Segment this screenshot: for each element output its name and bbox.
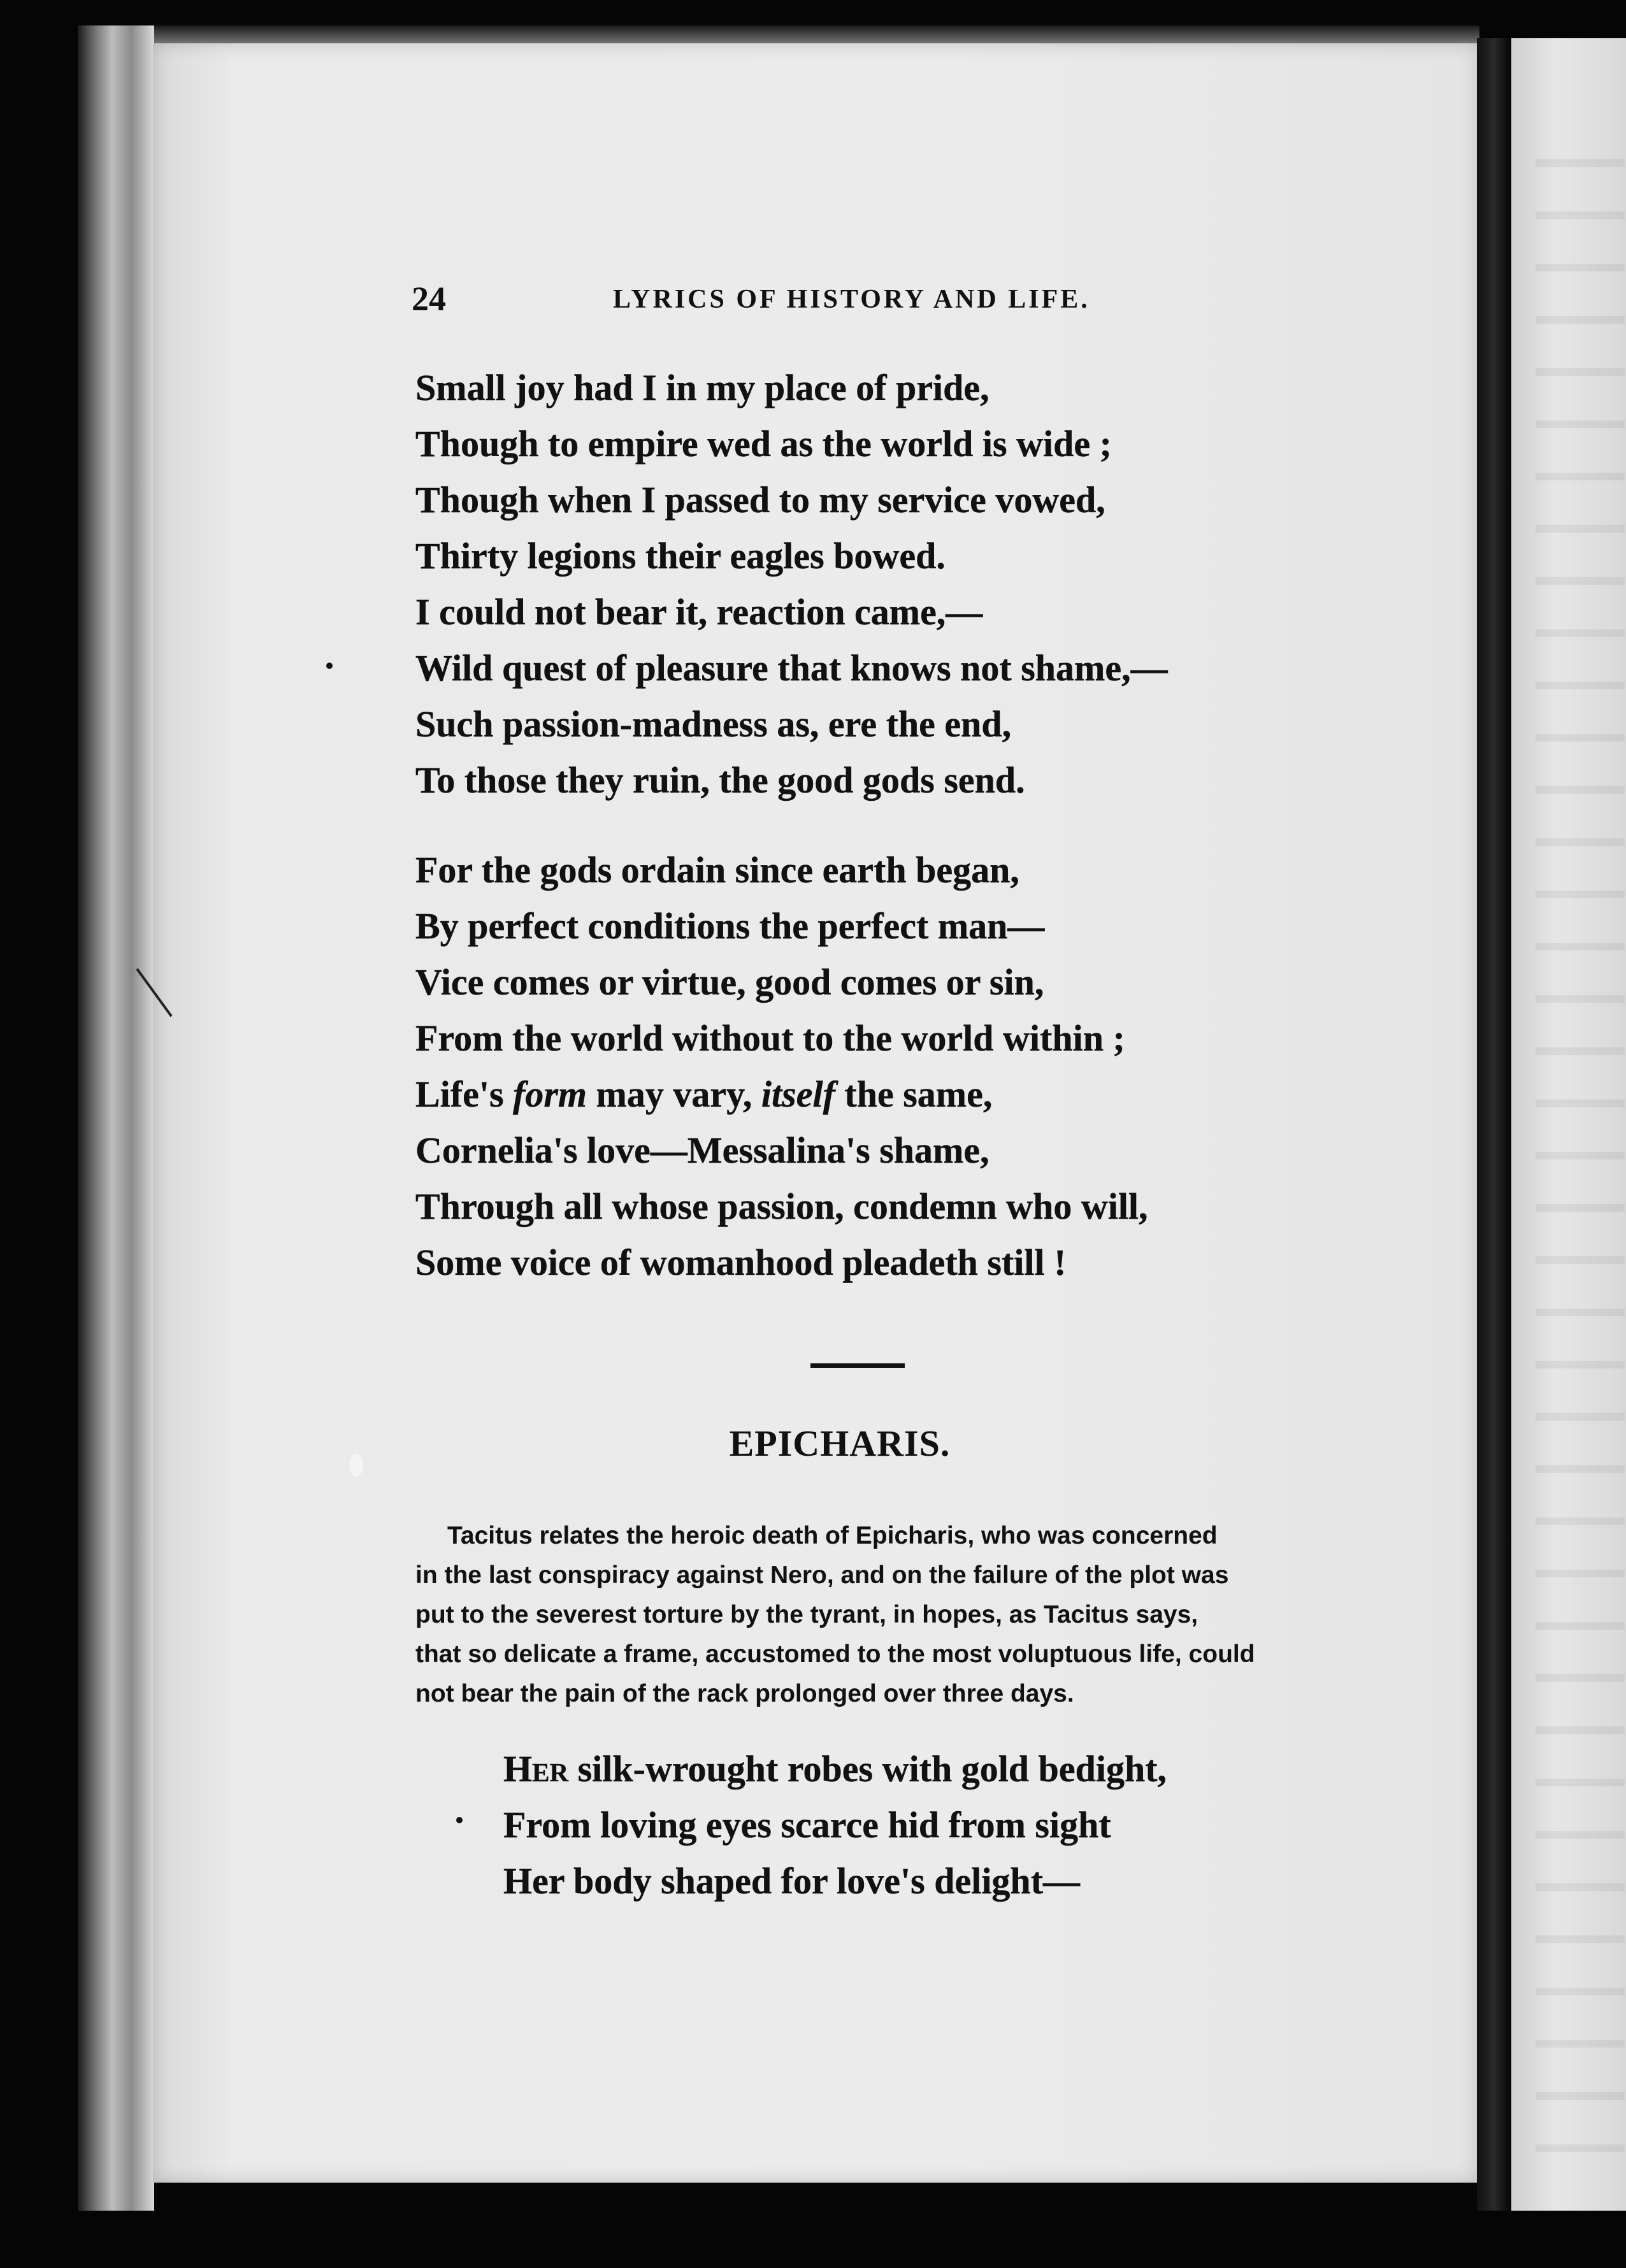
paper-speck <box>349 1454 363 1477</box>
poem-line: Her body shaped for love's delight— <box>503 1860 1081 1902</box>
page-number: 24 <box>412 280 446 318</box>
poem-line: For the gods ordain since earth began, <box>415 849 1019 891</box>
first-word: Her <box>503 1748 569 1790</box>
poem-line: Wild quest of pleasure that knows not shame,— <box>415 647 1168 689</box>
poem-line: Thirty legions their eagles bowed. <box>415 535 946 577</box>
poem-line-life <box>415 1066 1148 1123</box>
intro-line: that so delicate a frame, accustomed to the most voluptuous life, could <box>415 1640 1255 1668</box>
line-text: may vary, <box>587 1073 761 1115</box>
intro-line: not bear the pain of the rack prolonged over three days. <box>415 1680 1074 1707</box>
intro-line: Tacitus relates the heroic death of Epicharis, who was concerned <box>447 1522 1218 1549</box>
poem-line: Some voice of womanhood pleadeth still ! <box>415 1242 1067 1283</box>
paper-speck <box>326 663 333 669</box>
next-page-edge <box>1510 38 1626 2211</box>
page-header <box>412 279 1176 330</box>
intro-line: put to the severest torture by the tyrant, in hopes, as Tacitus says, <box>415 1601 1198 1628</box>
poem-line: From the world without to the world within ; <box>415 1017 1125 1059</box>
running-head: LYRICS OF HISTORY AND LIFE. <box>613 285 1090 314</box>
section-intro-note <box>415 1516 1371 1714</box>
poem-line: Though when I passed to my service vowed, <box>415 479 1105 520</box>
line-text: Life's <box>415 1073 514 1115</box>
poem-line: Though to empire wed as the world is wide ; <box>415 423 1112 464</box>
poem-line: I could not bear it, reaction came,— <box>415 591 983 633</box>
poem-line: Small joy had I in my place of pride, <box>415 367 989 408</box>
poem-line: From loving eyes scarce hid from sight <box>503 1804 1111 1846</box>
poem-line: Cornelia's love—Messalina's shame, <box>415 1130 989 1171</box>
section-title: EPICHARIS. <box>729 1423 951 1464</box>
stanza-1 <box>415 360 1168 808</box>
line-text: silk-wrought robes with gold bedight, <box>568 1748 1167 1790</box>
poem-line-first <box>503 1741 1167 1797</box>
book-edge-left <box>78 25 154 2211</box>
poem-line: To those they ruin, the good gods send. <box>415 759 1025 801</box>
paper-speck <box>456 1817 463 1823</box>
stanza-3 <box>503 1741 1167 1909</box>
section-divider <box>810 1363 905 1368</box>
italic-word: itself <box>761 1073 835 1115</box>
poem-line: Vice comes or virtue, good comes or sin, <box>415 961 1044 1003</box>
poem-line: Such passion-madness as, ere the end, <box>415 703 1012 745</box>
poem-line: By perfect conditions the perfect man— <box>415 905 1045 947</box>
intro-line: in the last conspiracy against Nero, and on the failure of the plot was <box>415 1561 1229 1589</box>
italic-word: form <box>513 1073 587 1115</box>
page-gutter-shadow <box>1477 38 1511 2211</box>
poem-line: Through all whose passion, condemn who will, <box>415 1186 1148 1227</box>
stanza-2 <box>415 842 1148 1291</box>
line-text: the same, <box>835 1073 993 1115</box>
